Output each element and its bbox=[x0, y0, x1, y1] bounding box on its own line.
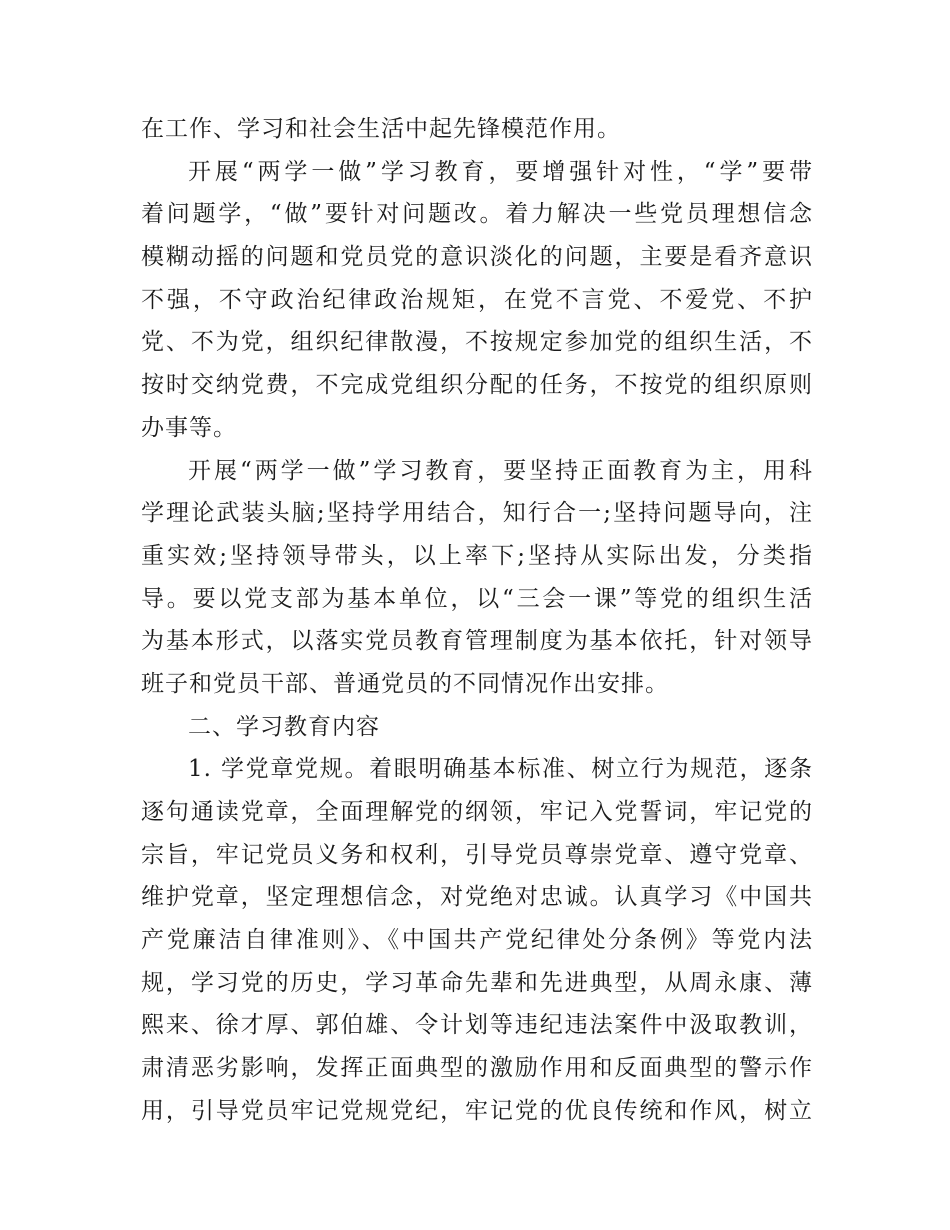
text-line: 开展“两学一做”学习教育，要增强针对性，“学”要带 bbox=[188, 158, 813, 185]
text-line: 开展“两学一做”学习教育，要坚持正面教育为主，用科 bbox=[188, 457, 813, 484]
text-line: 用，引导党员牢记党规党纪，牢记党的优良传统和作风，树立 bbox=[141, 1097, 813, 1124]
text-line: 为基本形式，以落实党员教育管理制度为基本依托，针对领导 bbox=[141, 628, 813, 655]
text-line: 模糊动摇的问题和党员党的意识淡化的问题，主要是看齐意识 bbox=[141, 244, 813, 271]
text-line: 学理论武装头脑;坚持学用结合，知行合一;坚持问题导向，注 bbox=[141, 500, 813, 527]
text-line: 1. 学党章党规。着眼明确基本标准、树立行为规范，逐条 bbox=[188, 756, 813, 783]
text-line: 着问题学，“做”要针对问题改。着力解决一些党员理想信念 bbox=[141, 201, 813, 228]
text-line: 重实效;坚持领导带头，以上率下;坚持从实际出发，分类指 bbox=[141, 542, 813, 569]
text-line: 班子和党员干部、普通党员的不同情况作出安排。 bbox=[141, 670, 669, 697]
text-line: 肃清恶劣影响，发挥正面典型的激励作用和反面典型的警示作 bbox=[141, 1055, 813, 1082]
text-line: 逐句通读党章，全面理解党的纲领，牢记入党誓词，牢记党的 bbox=[141, 799, 813, 825]
text-line: 熙来、徐才厚、郭伯雄、令计划等违纪违法案件中汲取教训， bbox=[141, 1012, 813, 1039]
text-line: 按时交纳党费，不完成党组织分配的任务，不按党的组织原则 bbox=[141, 372, 813, 399]
text-line: 产党廉洁自律准则》、《中国共产党纪律处分条例》等党内法 bbox=[141, 927, 813, 954]
text-line: 维护党章，坚定理想信念，对党绝对忠诚。认真学习《中国共 bbox=[141, 884, 813, 911]
text-line: 不强，不守政治纪律政治规矩，在党不言党、不爱党、不护 bbox=[141, 286, 813, 313]
text-line: 规，学习党的历史，学习革命先辈和先进典型，从周永康、薄 bbox=[141, 969, 813, 996]
text-line: 办事等。 bbox=[141, 414, 237, 441]
text-line: 二、学习教育内容 bbox=[188, 713, 380, 740]
text-line: 党、不为党，组织纪律散漫，不按规定参加党的组织生活，不 bbox=[141, 329, 813, 356]
document-body bbox=[141, 108, 813, 1133]
text-line: 在工作、学习和社会生活中起先锋模范作用。 bbox=[141, 116, 621, 142]
text-line: 导。要以党支部为基本单位，以“三会一课”等党的组织生活 bbox=[141, 585, 813, 612]
text-line: 宗旨，牢记党员义务和权利，引导党员尊崇党章、遵守党章、 bbox=[141, 841, 813, 868]
